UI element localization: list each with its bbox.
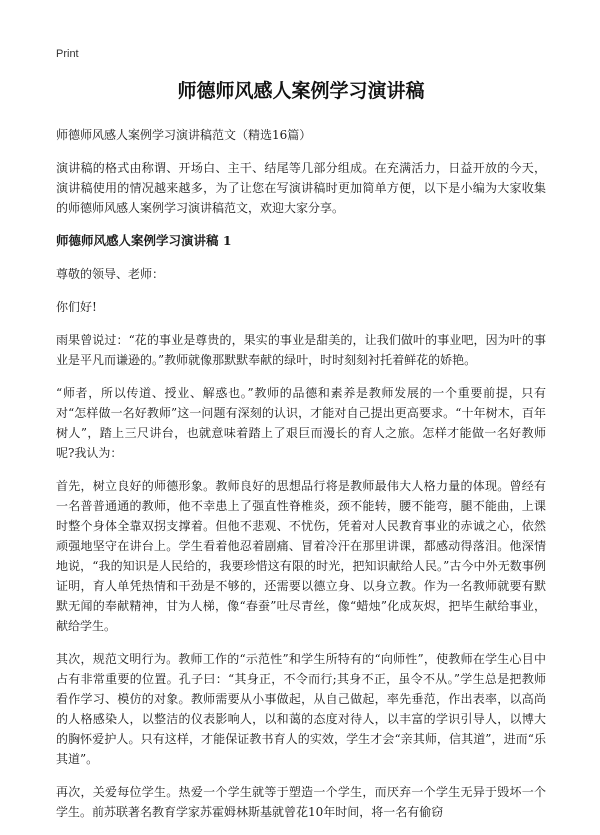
body-paragraph: 其次，规范文明行为。教师工作的“示范性”和学生所特有的“向师性”，使教师在学生心目中占有非常重要的位置。孔子曰：“其身正，不令而行;其身不正，虽令不从。”学生总是把教师看作学习、模仿的对象。教师需要从小事做起，从自己做起，率先垂范，作出表率，以高尚的人格感染人，以整洁的仪表影响人，以和蔼的态度对待人，以丰富的学识引导人，以博大的胸怀爱护人。只有这样，才能保证教书育人的实效，学生才会“亲其师，信其道”，进而“乐其道”。 xyxy=(56,652,546,766)
document-title: 师德师风感人案例学习演讲稿 xyxy=(177,80,425,102)
body-paragraph: 首先，树立良好的师德形象。教师良好的思想品行将是教师最伟大人格力量的体现。曾经有一名普普通通的教师，他不幸患上了强直性脊椎炎，颈不能转，腰不能弯，腿不能曲，上课时整个身体全靠双拐支撑着。但他不悲观、不忧伤，凭着对人民教育事业的赤诚之心，依然顽强地坚守在讲台上。学生看着他忍着剧痛、冒着冷汗在那里讲课，都感动得落泪。他深情地说，“我的知识是人民给的，我要珍惜这有限的时光，把知识献给人民。”古今中外无数事例证明，育人单凭热情和干劲是不够的，还需要以德立身、以身立教。作为一名教师就要有默默无闻的奉献精神，甘为人梯，像“春蚕”吐尽青丝，像“蜡烛”化成灰烬，把毕生献给事业，献给学生。 xyxy=(56,479,546,633)
section-heading: 师德师风感人案例学习演讲稿 1 xyxy=(56,233,232,248)
body-paragraph: 雨果曾说过：“花的事业是尊贵的，果实的事业是甜美的，让我们做叶的事业吧，因为叶的事业是平凡而谦逊的。”教师就像那默默奉献的绿叶，时时刻刻衬托着鲜花的娇艳。 xyxy=(56,333,546,367)
document-subtitle: 师德师风感人案例学习演讲稿范文（精选16篇） xyxy=(56,128,312,142)
salutation-paragraph: 尊敬的领导、老师： xyxy=(56,267,165,281)
print-link[interactable]: Print xyxy=(56,48,79,60)
intro-paragraph: 演讲稿的格式由称谓、开场白、主干、结尾等几部分组成。在充满活力，日益开放的今天，演讲稿使用的情况越来越多，为了让您在写演讲稿时更加简单方便，以下是小编为大家收集的师德师风感人案例学习演讲稿范文，欢迎大家分享。 xyxy=(56,161,546,215)
body-paragraph: 再次，关爱每位学生。热爱一个学生就等于塑造一个学生，而厌弃一个学生无异于毁坏一个学生。前苏联著名教育学家苏霍姆林斯基就曾花10年时间，将一名有偷窃 xyxy=(56,785,546,819)
body-paragraph: “师者，所以传道、授业、解惑也。”教师的品德和素养是教师发展的一个重要前提，只有对“怎样做一名好教师”这一问题有深刻的认识，才能对自己提出更高要求。“十年树木，百年树人”，踏上三尺讲台，也就意味着踏上了艰巨而漫长的育人之旅。怎样才能做一名好教师呢?我认为： xyxy=(56,386,546,460)
document-page xyxy=(56,78,546,835)
greeting-paragraph: 你们好! xyxy=(56,300,97,314)
